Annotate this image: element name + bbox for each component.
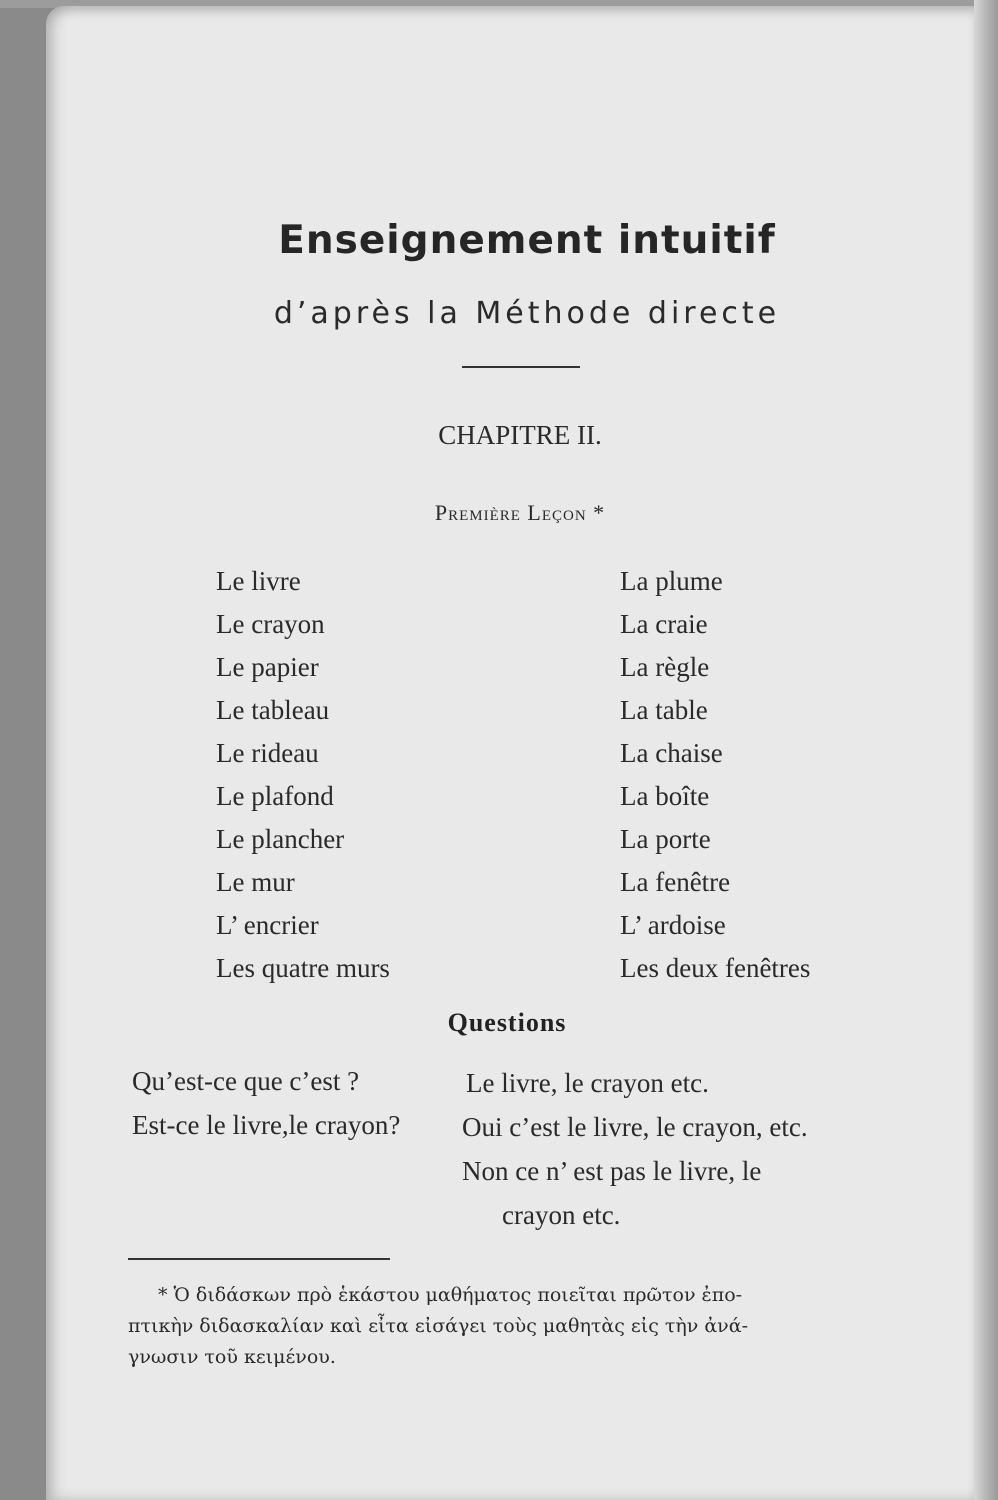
question-1: Qu’est-ce que c’est ?	[132, 1066, 360, 1096]
answer-3-line-1: Non ce n’ est pas le livre, le	[462, 1156, 762, 1186]
question-2: Est-ce le livre,le crayon?	[132, 1110, 401, 1140]
vocab-item: Le plancher	[216, 824, 345, 854]
lesson-heading: Première Leçon *	[434, 500, 606, 525]
vocabulary-column-feminine	[620, 560, 810, 990]
vocab-item: Le livre	[216, 566, 301, 596]
footnote-line-3: γνωσιν τοῦ κειμένου.	[128, 1346, 336, 1368]
footnote	[128, 1280, 888, 1373]
vocab-item: Les deux fenêtres	[620, 953, 811, 983]
title-divider	[462, 366, 580, 368]
vocab-item: La règle	[620, 652, 710, 682]
page-subtitle: d’après la Méthode directe	[273, 296, 781, 331]
footnote-line-1: * Ὁ διδάσκων πρὸ ἑκάστου μαθήματος ποιεῖται πρῶτον ἐπο-	[158, 1284, 743, 1306]
vocab-item: Le plafond	[216, 781, 334, 811]
vocab-item: Le papier	[216, 652, 319, 682]
vocab-item: Le tableau	[216, 695, 330, 725]
questions-heading: Questions	[447, 1008, 567, 1037]
vocab-item: L’ ardoise	[620, 910, 726, 940]
page-title: Enseignement intuitif	[278, 218, 776, 263]
vocab-item: La boîte	[620, 781, 710, 811]
vocab-item: Les quatre murs	[216, 953, 390, 983]
vocab-item: La table	[620, 695, 708, 725]
vocabulary-column-masculine	[216, 560, 390, 990]
footnote-line-2: πτικὴν διδασκαλίαν καὶ εἶτα εἰσάγει τοὺς μαθητὰς εἰς τὴν ἀνά-	[128, 1315, 748, 1337]
vocab-item: Le crayon	[216, 609, 325, 639]
answer-1: Le livre, le crayon etc.	[466, 1068, 709, 1098]
vocab-item: Le mur	[216, 867, 295, 897]
vocab-item: La craie	[620, 609, 708, 639]
vocab-item: La chaise	[620, 738, 723, 768]
vocab-item: Le rideau	[216, 738, 319, 768]
answer-3-line-2: crayon etc.	[502, 1200, 621, 1230]
vocab-item: La plume	[620, 566, 723, 596]
answer-2: Oui c’est le livre, le crayon, etc.	[462, 1112, 808, 1142]
vocab-item: La fenêtre	[620, 867, 731, 897]
chapter-heading: CHAPITRE II.	[438, 420, 602, 450]
vocab-item: La porte	[620, 824, 711, 854]
vocab-item: L’ encrier	[216, 910, 319, 940]
footnote-divider	[128, 1258, 390, 1260]
